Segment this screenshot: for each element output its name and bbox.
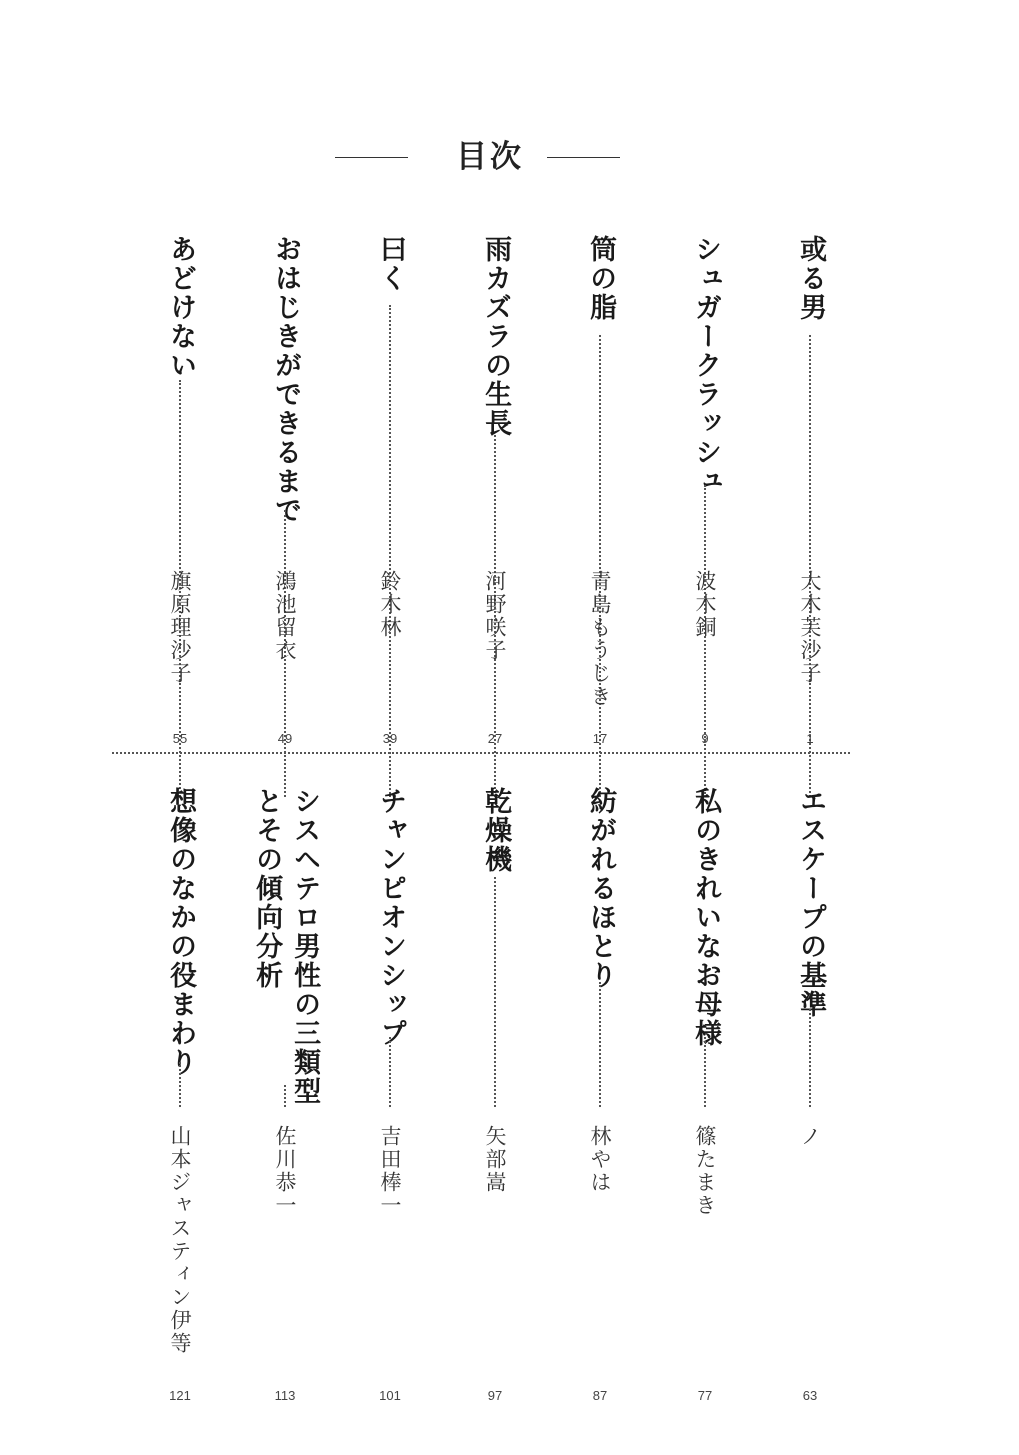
entry-page-number: 97: [487, 1388, 503, 1403]
leader-dots: [389, 1037, 391, 1107]
entry-title: 私のきれいなお母様: [690, 787, 722, 1048]
entry-title: 紡がれるほとり: [585, 787, 617, 990]
entry-page-number: 39: [382, 731, 398, 746]
entry-title: あどけない: [165, 235, 197, 380]
entry-title: おはじきができるまで: [270, 235, 302, 525]
entry-page-number: 121: [169, 1388, 191, 1403]
entry-page-number: 77: [697, 1388, 713, 1403]
page-title: 目次: [456, 139, 524, 175]
toc-entry[interactable]: [242, 787, 328, 1127]
entry-title-line: とその傾向分析: [251, 787, 283, 990]
header-rule-left: [335, 157, 408, 158]
entry-page-number: 55: [172, 731, 188, 746]
toc-entry[interactable]: [255, 235, 315, 755]
toc-entry[interactable]: [465, 235, 525, 755]
leader-dots: [809, 335, 811, 797]
entry-title: 曰く: [375, 235, 407, 293]
entry-page-number: 63: [802, 1388, 818, 1403]
toc-entry[interactable]: [675, 235, 735, 755]
entry-title: エスケープの基準: [795, 787, 827, 1019]
entry-page-number: 49: [277, 731, 293, 746]
toc-entry[interactable]: [780, 787, 840, 1127]
entry-author: 佐川恭一: [273, 1125, 297, 1217]
entry-page-number: 101: [379, 1388, 401, 1403]
leader-dots: [389, 305, 391, 797]
toc-entry[interactable]: [360, 787, 420, 1127]
entry-author: 青島もうじき: [588, 570, 612, 708]
leader-dots: [704, 1037, 706, 1107]
entry-author: 波木銅: [693, 570, 717, 639]
entry-title: 雨カズラの生長: [480, 235, 512, 438]
entry-title: 筒の脂: [585, 235, 617, 322]
entry-title: 想像のなかの役まわり: [165, 787, 197, 1077]
entry-author: 山本ジャスティン伊等: [168, 1125, 192, 1355]
entry-author: 大木芙沙子: [798, 570, 822, 685]
section-divider: [112, 752, 850, 754]
leader-dots: [284, 1085, 286, 1107]
entry-title-line: シスヘテロ男性の三類型: [289, 787, 321, 1106]
entry-author: 矢部嵩: [483, 1125, 507, 1194]
toc-entry[interactable]: [150, 787, 210, 1127]
toc-entry[interactable]: [570, 787, 630, 1127]
entry-author: 鴻池留衣: [273, 570, 297, 662]
leader-dots: [704, 485, 706, 797]
toc-entry[interactable]: [675, 787, 735, 1127]
entry-author: 鈴木林: [378, 570, 402, 639]
entry-page-number: 9: [701, 731, 709, 746]
entry-title: チャンピオンシップ: [375, 787, 407, 1048]
entry-title: シュガークラッシュ: [690, 235, 722, 496]
entry-author: ノ: [798, 1125, 822, 1148]
leader-dots: [599, 982, 601, 1107]
entry-page-number: 113: [274, 1388, 296, 1403]
entry-author: 林やは: [588, 1125, 612, 1194]
leader-dots: [494, 877, 496, 1107]
entry-author: 旗原理沙子: [168, 570, 192, 685]
entry-title: 乾燥機: [480, 787, 512, 874]
entry-author: 吉田棒一: [378, 1125, 402, 1217]
entry-page-number: 87: [592, 1388, 608, 1403]
toc-entry[interactable]: [465, 787, 525, 1127]
entry-author: 河野咲子: [483, 570, 507, 662]
header-rule-right: [547, 157, 620, 158]
toc-entry[interactable]: [360, 235, 420, 755]
entry-author: 篠たまき: [693, 1125, 717, 1217]
entry-title: 或る男: [795, 235, 827, 322]
leader-dots: [179, 1062, 181, 1107]
toc-header: [0, 135, 1019, 185]
leader-dots: [809, 1009, 811, 1107]
entry-page-number: 27: [487, 731, 503, 746]
entry-page-number: 17: [592, 731, 608, 746]
entry-page-number: 1: [806, 731, 814, 746]
leader-dots: [599, 335, 601, 797]
